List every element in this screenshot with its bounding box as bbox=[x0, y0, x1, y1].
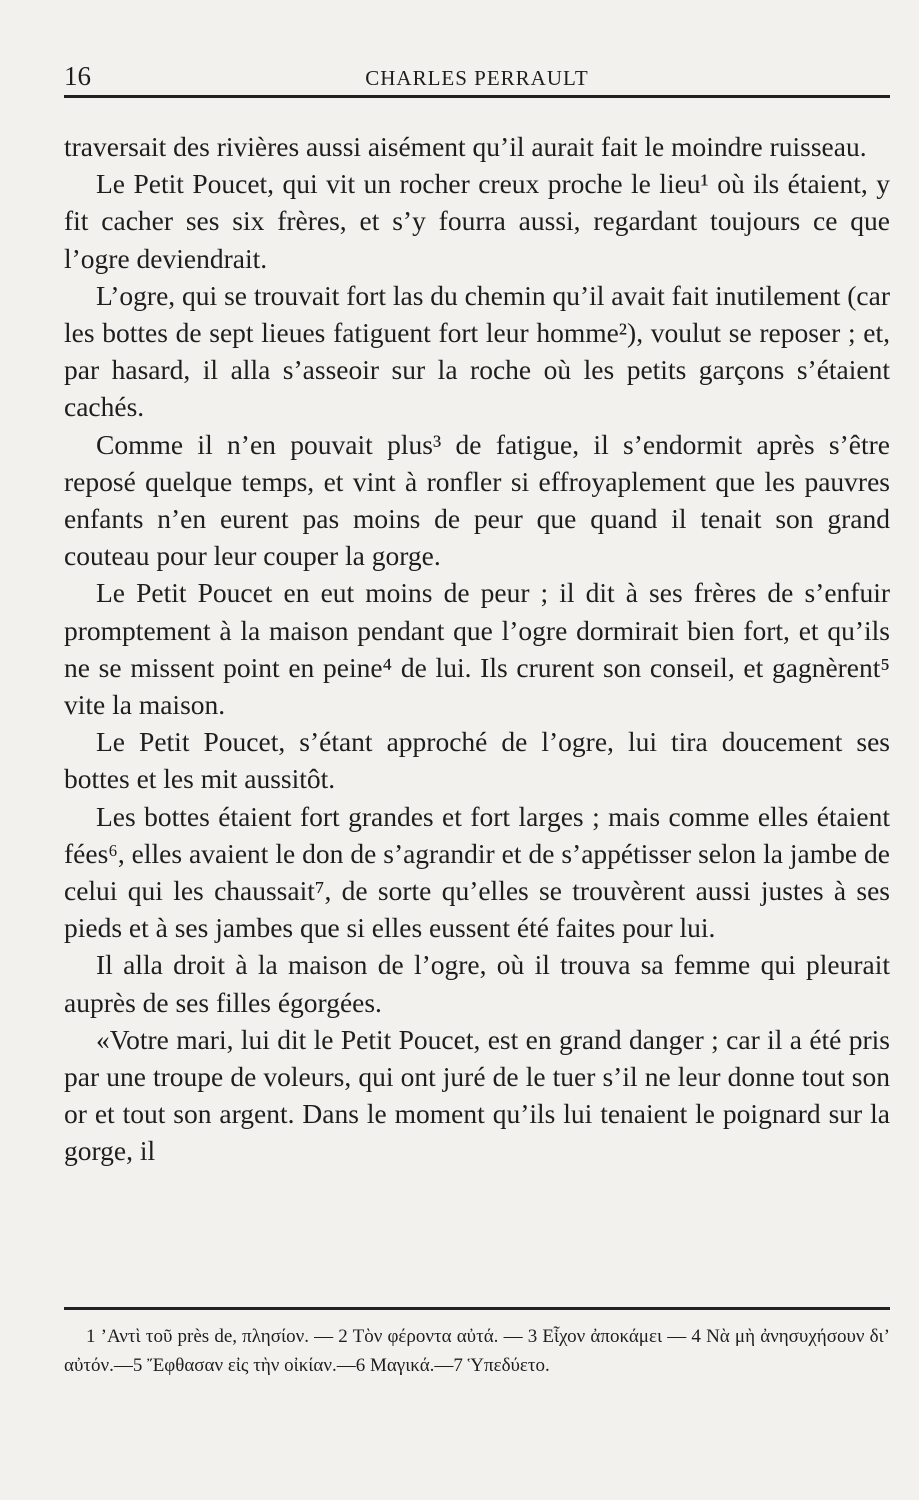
paragraph: Il alla droit à la maison de l’ogre, où il trouva sa femme qui pleurait auprès de ses filles égorgées. bbox=[64, 949, 890, 1018]
header-rule bbox=[64, 95, 890, 98]
page-header bbox=[64, 60, 890, 100]
footnotes bbox=[64, 1322, 890, 1380]
paragraph: «Votre mari, lui dit le Petit Poucet, est en grand danger ; car il a été pris par une troupe de voleurs, qui ont juré de le tuer s’il ne leur donne tout son or et tout son argent. Dans le moment qu’ils lui tenaient le poignard sur la gorge, il bbox=[64, 1023, 890, 1167]
paragraph: L’ogre, qui se trouvait fort las du chemin qu’il avait fait inutilement (car les bottes de sept lieues fatiguent fort leur homme²), voulut se reposer ; et, par hasard, il alla s’asseoir sur la roche où les petits garçons s’étaient cachés. bbox=[64, 279, 890, 423]
footnote-text: 1 ’Αντὶ τοῦ près de, πλησίον. — 2 Τὸν φέροντα αὐτά. — 3 Εἶχον ἀποκάμει — 4 Νὰ μὴ ἀνησυχήσουν δι’ αὐτόν.—5 Ἔφθασαν εἰς τὴν οἰκίαν.—6 Μαγικά.—7 Ὑπεδύετο. bbox=[64, 1326, 890, 1376]
paragraph: traversait des rivières aussi aisément qu’il aurait fait le moindre ruisseau. bbox=[64, 131, 867, 162]
paragraph: Le Petit Poucet, qui vit un rocher creux proche le lieu¹ où ils étaient, y fit cacher ses six frères, et s’y fourra aussi, regardant toujours ce que l’ogre deviendrait. bbox=[64, 168, 890, 274]
page-number: 16 bbox=[64, 61, 91, 91]
paragraph: Le Petit Poucet en eut moins de peur ; il dit à ses frères de s’enfuir promptement à la maison pendant que l’ogre dormirait bien fort, et qu’ils ne se missent point en peine⁴ de lui. Ils crurent son conseil, et gagnèrent⁵ vite la maison. bbox=[64, 577, 890, 721]
running-title: CHARLES PERRAULT bbox=[365, 66, 589, 90]
body-text bbox=[64, 128, 890, 1170]
footnote-rule bbox=[64, 1307, 890, 1310]
paragraph: Les bottes étaient fort grandes et fort larges ; mais comme elles étaient fées⁶, elles avaient le don de s’agrandir et de s’appétisser selon la jambe de celui qui les chaussait⁷, de sorte qu’elles se trouvèrent aussi justes à ses pieds et à ses jambes que si elles eussent été faites pour lui. bbox=[64, 800, 890, 944]
paragraph: Le Petit Poucet, s’étant approché de l’ogre, lui tira doucement ses bottes et les mit aussitôt. bbox=[64, 726, 890, 795]
paragraph: Comme il n’en pouvait plus³ de fatigue, il s’endormit après s’être reposé quelque temps, et vint à ronfler si effroyaplement que les pauvres enfants n’en eurent pas moins de peur que quand il tenait son grand couteau pour leur couper la gorge. bbox=[64, 428, 890, 572]
